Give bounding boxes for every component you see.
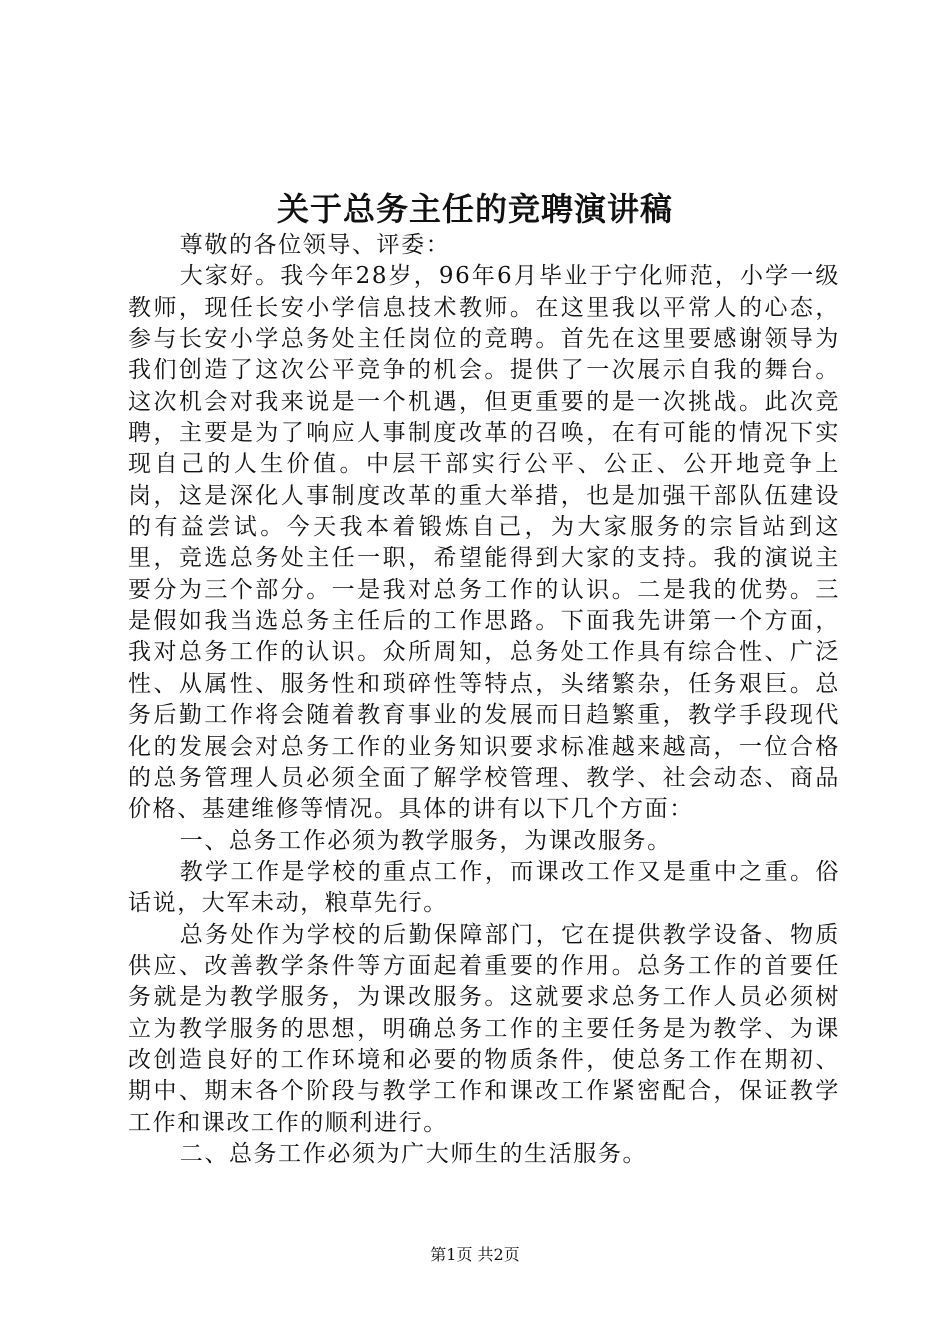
body-paragraph: 总务处作为学校的后勤保障部门，它在提供教学设备、物质供应、改善教学条件等方面起着重要的作用。总务工作的首要任务就是为教学服务，为课改服务。这就要求总务工作人员必须树立为教学服务的思想，明确总务工作的主要任务是为教学、为课改创造良好的工作环境和必要的物质条件，使总务工作在期初、期中、期末各个阶段与教学工作和课改工作紧密配合，保证教学工作和课改工作的顺利进行。 [128, 921, 840, 1136]
body-paragraph: 教学工作是学校的重点工作，而课改工作又是重中之重。俗话说，大军未动，粮草先行。 [128, 858, 840, 917]
section-heading: 一、总务工作必须为教学服务，为课改服务。 [179, 827, 672, 854]
document-body [128, 230, 840, 1170]
document-title: 关于总务主任的竞聘演讲稿 [276, 190, 673, 228]
page-number-footer: 第1页 共2页 [430, 1245, 520, 1264]
body-paragraph: 大家好。我今年28岁，96年6月毕业于宁化师范，小学一级教师，现任长安小学信息技术教师。在这里我以平常人的心态，参与长安小学总务处主任岗位的竞聘。首先在这里要感谢领导为我们创造了这次公平竞争的机会。提供了一次展示自我的舞台。这次机会对我来说是一个机遇，但更重要的是一次挑战。此次竞聘，主要是为了响应人事制度改革的召唤，在有可能的情况下实现自己的人生价值。中层干部实行公平、公正、公开地竞争上岗，这是深化人事制度改革的重大举措，也是加强干部队伍建设的有益尝试。今天我本着锻炼自己，为大家服务的宗旨站到这里，竞选总务处主任一职，希望能得到大家的支持。我的演说主要分为三个部分。一是我对总务工作的认识。二是我的优势。三是假如我当选总务主任后的工作思路。下面我先讲第一个方面，我对总务工作的认识。众所周知，总务处工作具有综合性、广泛性、从属性、服务性和琐碎性等特点，头绪繁杂，任务艰巨。总务后勤工作将会随着教育事业的发展而日趋繁重，教学手段现代化的发展会对总务工作的业务知识要求标准越来越高，一位合格的总务管理人员必须全面了解学校管理、教学、社会动态、商品价格、基建维修等情况。具体的讲有以下几个方面： [128, 263, 840, 823]
salutation-paragraph: 尊敬的各位领导、评委： [179, 232, 451, 258]
section-heading: 二、总务工作必须为广大师生的生活服务。 [179, 1140, 648, 1167]
